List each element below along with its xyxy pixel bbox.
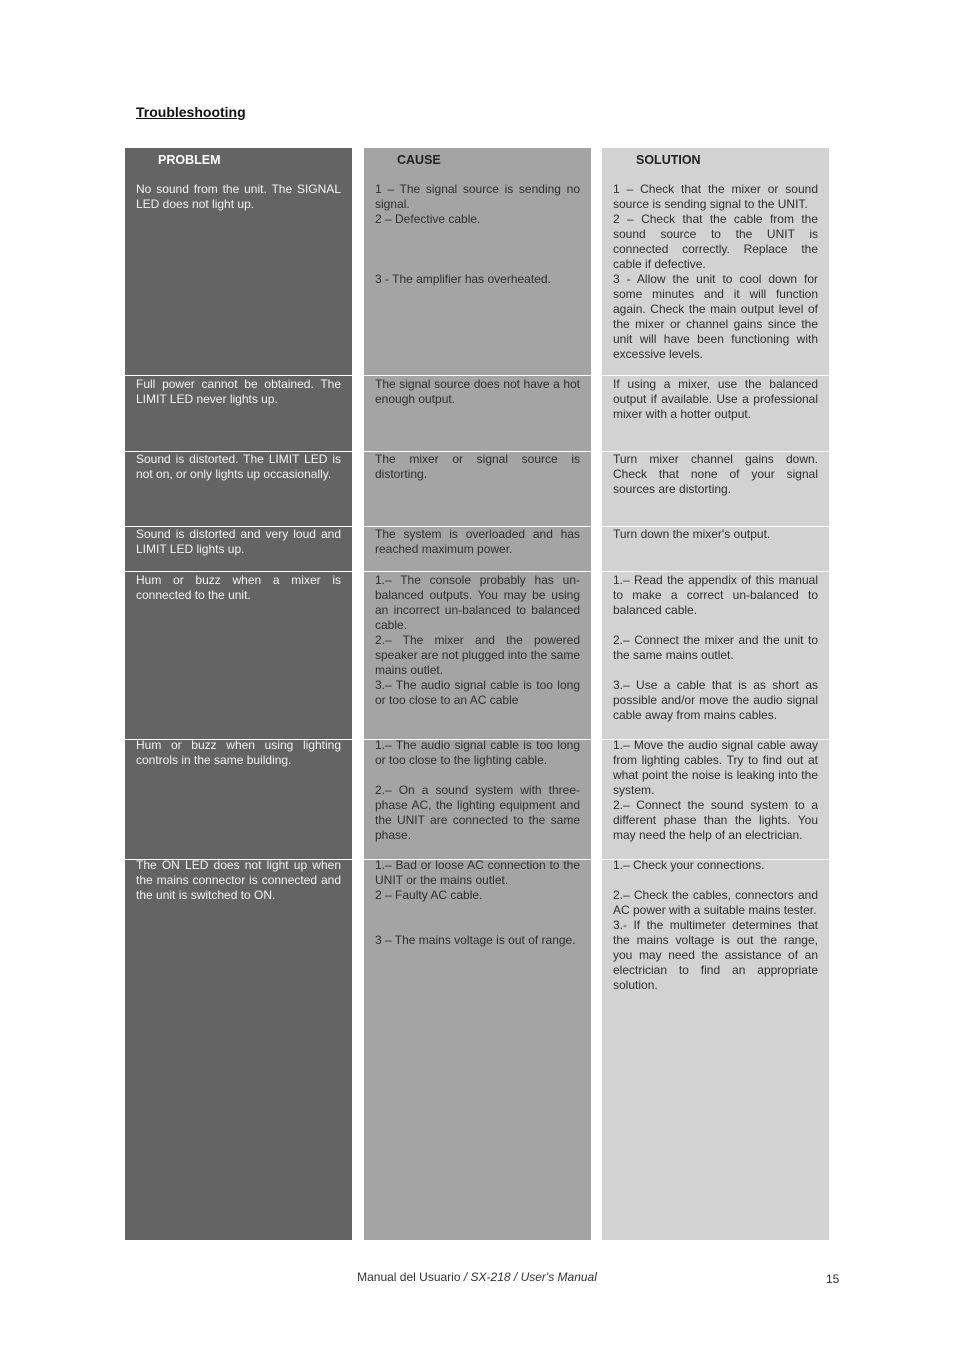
- problem-cell: The ON LED does not light up when the mains connector is connected and the unit is switched to ON.: [136, 858, 345, 902]
- solution-cell: 1.– Move the audio signal cable away from lighting cables. Try to find out at what point the noise is leaking into the system. 2.– Connect the sound system to a different phase than the lights. You may need the help of an electrician.: [613, 738, 818, 842]
- solution-cell: If using a mixer, use the balanced output if available. Use a professional mixer with a hotter output.: [613, 377, 822, 421]
- cause-cell: 1 – The signal source is sending no signal. 2 – Defective cable. 3 - The amplifier has overheated.: [375, 182, 580, 286]
- solution-column: [602, 148, 829, 1240]
- page-number: 15: [826, 1272, 840, 1286]
- page-title: Troubleshooting: [136, 104, 246, 120]
- problem-cell: Sound is distorted. The LIMIT LED is not on, or only lights up occasionally.: [136, 452, 345, 481]
- cause-cell: The system is overloaded and has reached maximum power.: [375, 527, 584, 556]
- footer-text-before: Manual del Usuario: [357, 1270, 461, 1284]
- cause-cell: 1.– Bad or loose AC connection to the UNIT or the mains outlet. 2 – Faulty AC cable. 3 – The mains voltage is out of range.: [375, 858, 580, 947]
- cause-column: [364, 148, 591, 1240]
- problem-cell: No sound from the unit. The SIGNAL LED does not light up.: [136, 182, 345, 211]
- cause-cell: The signal source does not have a hot enough output.: [375, 377, 584, 406]
- cause-cell: 1.– The audio signal cable is too long or too close to the lighting cable. 2.– On a sound system with three-phase AC, the lighting equipment and the UNIT are connected to the same phase.: [375, 738, 580, 842]
- solution-cell: Turn down the mixer's output.: [613, 527, 771, 541]
- problem-column: [125, 148, 352, 1240]
- problem-column-header: PROBLEM: [158, 153, 221, 167]
- problem-cell: Sound is distorted and very loud and LIMIT LED lights up.: [136, 527, 345, 556]
- solution-cell: Turn mixer channel gains down. Check that none of your signal sources are distorting.: [613, 452, 822, 496]
- problem-cell: Hum or buzz when using lighting controls in the same building.: [136, 738, 345, 767]
- footer-manual-title: [0, 1270, 954, 1284]
- solution-cell: 1.– Check your connections. 2.– Check the cables, connectors and AC power with a suitable mains tester. 3.- If the multimeter determines that the mains voltage is out the range, you may need the assistance of an electrician to find an appropriate solution.: [613, 858, 818, 992]
- problem-cell: Hum or buzz when a mixer is connected to the unit.: [136, 573, 345, 602]
- footer-text-after: User's Manual: [520, 1270, 597, 1284]
- cause-column-header: CAUSE: [397, 153, 441, 167]
- footer-slash: /: [460, 1270, 471, 1284]
- cause-cell: The mixer or signal source is distorting.: [375, 452, 584, 481]
- footer-slash: /: [510, 1270, 521, 1284]
- solution-column-header: SOLUTION: [636, 153, 701, 167]
- cause-cell: 1.– The console probably has un-balanced outputs. You may be using an incorrect un-balanced to balanced cable. 2.– The mixer and the powered speaker are not plugged into the same mains outlet. 3.– The audio signal cable is too long or too close to an AC cable: [375, 573, 580, 707]
- problem-cell: Full power cannot be obtained. The LIMIT LED never lights up.: [136, 377, 345, 406]
- footer-model: SX-218: [470, 1270, 511, 1284]
- solution-cell: 1.– Read the appendix of this manual to make a correct un-balanced to balanced cable. 2.– Connect the mixer and the unit to the same mains outlet. 3.– Use a cable that is as short as possible and/or move the audio signal cable away from mains cables.: [613, 573, 818, 722]
- solution-cell: 1 – Check that the mixer or sound source is sending signal to the UNIT. 2 – Check that the cable from the sound source to the UNIT is connected correctly. Replace the cable if defective. 3 - Allow the unit to cool down for some minutes and it will function again. Check the main output level of the mixer or channel gains since the unit will have been functioning with excessive levels.: [613, 182, 818, 361]
